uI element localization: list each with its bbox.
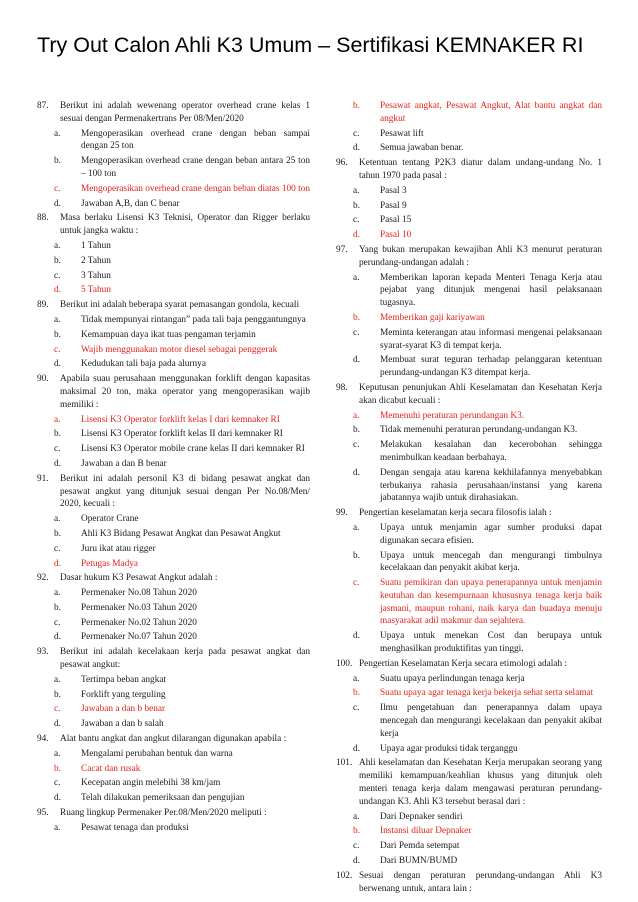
option-letter: a. [353, 410, 360, 421]
option-text: 2 Tahun [81, 255, 111, 266]
left-column [37, 98, 310, 835]
option-letter: d. [54, 719, 61, 730]
option-text: Pasal 9 [380, 200, 407, 211]
question-number: 91. [37, 473, 49, 484]
option-letter: d. [353, 355, 360, 366]
question-number: 95. [37, 808, 49, 819]
option-text: Instansi diluar Depnaker [380, 826, 472, 837]
question-block [37, 299, 310, 371]
option-text: Tidak mempunyai rintangan” pada tali baja penggantungnya [81, 314, 306, 325]
option-text: Mengoperasikan overhead crane dengan beban sampai dengan 25 ton [81, 128, 310, 152]
question-number: 94. [37, 734, 49, 745]
answer-option [37, 689, 310, 702]
question-stem [336, 507, 602, 520]
option-text: Mengoperasikan overhead crane dengan beban diatas 100 ton [81, 183, 310, 194]
option-text: Forklift yang terguling [81, 689, 166, 700]
option-text: Kedudukan tali baja pada alurnya [81, 359, 206, 370]
option-text: Pasal 3 [380, 185, 407, 196]
option-letter: a. [54, 822, 61, 833]
question-stem [336, 157, 602, 183]
option-text: Jawaban a dan b benar [81, 704, 166, 715]
question-number: 99. [336, 508, 348, 519]
answer-option [37, 602, 310, 615]
option-text: Mengalami perubahan bentuk dan warna [81, 748, 233, 759]
option-text: Jawaban a dan B benar [81, 458, 167, 469]
option-letter: a. [353, 272, 360, 283]
answer-option [37, 718, 310, 731]
option-text: Dengan sengaja atau karena kekhilafannya menyebabkan terbukanya rahasia perusahaan/instansi yang karena jabatannya wajib untuk dirahasiakan. [380, 467, 602, 504]
answer-option [37, 748, 310, 761]
option-letter: c. [54, 270, 61, 281]
option-text: Operator Crane [81, 514, 139, 525]
question-block [37, 733, 310, 805]
question-text: Berikut ini adalah kecelakaan kerja pada pesawat angkat dan pesawat angkut: [60, 647, 310, 671]
question-stem [336, 244, 602, 270]
option-text: Telah dilakukan pemeriksaan dan pengujian [81, 793, 245, 804]
question-block [37, 646, 310, 731]
option-text: Jawaban a dan b salah [81, 719, 164, 730]
question-number: 102. [336, 870, 353, 881]
answer-option [336, 128, 602, 141]
option-letter: d. [54, 198, 61, 209]
question-stem [37, 373, 310, 411]
question-number: 101. [336, 758, 353, 769]
question-block [336, 507, 602, 656]
question-text: Ruang lingkup Permenaker Per.08/Men/2020 meliputi : [60, 808, 267, 819]
option-text: Permenaker No.03 Tahun 2020 [81, 602, 197, 613]
answer-option-correct [37, 414, 310, 427]
option-letter: b. [353, 688, 360, 699]
option-letter: c. [353, 128, 360, 139]
option-letter: a. [54, 414, 61, 425]
question-stem [37, 646, 310, 672]
option-text: Semua jawaban benar. [380, 143, 464, 154]
option-letter: d. [353, 143, 360, 154]
option-text: Ilmu pengetahuan dan penerapannya dalam upaya mencegah dan mengurangi kecelakaan dan penyakit akibat kerja [380, 703, 602, 739]
option-text: Pesawat angkat, Pesawat Angkut, Alat bantu angkat dan angkut [380, 101, 602, 124]
option-letter: c. [54, 183, 61, 194]
question-stem [37, 299, 310, 312]
answer-option [37, 458, 310, 471]
answer-option [336, 550, 602, 576]
answer-option [37, 443, 310, 456]
question-stem [336, 382, 602, 408]
answer-option [336, 673, 602, 686]
answer-option [336, 702, 602, 740]
answer-option-correct [37, 558, 310, 571]
question-text: Masa berlaku Lisensi K3 Teknisi, Operator dan Rigger berlaku untuk jangka waktu : [60, 213, 310, 237]
option-text: Membuat surat teguran terhadap pelanggaran ketentuan perundang-undangan K3 ditempat kerja. [380, 355, 602, 379]
option-letter: b. [54, 255, 61, 266]
question-text: Berikut ini adalah personil K3 di bidang pesawat angkat dan pesawat angkut yang ditunjuk sesuai dengan Per No.08/Men/ 2020, kecuali : [60, 473, 310, 510]
question-stem [37, 733, 310, 746]
option-letter: d. [54, 359, 61, 370]
option-text: 5 Tahun [81, 285, 111, 296]
question-text: Ahli keselamatan dan Kesehatan Kerja merupakan seorang yang memiliki kemampuan/keahlian khusus yang ditunjuk oleh menteri tenaga kerja dalam mengawasi peraturan perundang-undangan K3. Ahli K3 tersebut berasal dari : [359, 758, 602, 807]
answer-option [37, 587, 310, 600]
option-text: Dari Pemda setempat [380, 841, 460, 852]
option-text: Cacat dan rusak [81, 763, 141, 774]
question-block [37, 373, 310, 471]
question-stem [336, 870, 602, 896]
option-text: Upaya untuk menekan Cost dan berupaya untuk menghasilkan produktifitas yan tinggi. [380, 631, 602, 655]
option-letter: b. [54, 602, 61, 613]
answer-option [336, 855, 602, 868]
answer-option [37, 270, 310, 283]
option-text: Lisensi K3 Operator forklift kelas I dari kemnaker RI [81, 414, 280, 425]
answer-option-correct [37, 344, 310, 357]
option-letter: a. [54, 674, 61, 685]
option-letter: d. [54, 558, 61, 569]
question-block [336, 100, 602, 155]
question-block [336, 658, 602, 756]
question-number: 100. [336, 658, 353, 669]
option-letter: d. [353, 230, 360, 241]
answer-option [336, 214, 602, 227]
answer-option [37, 777, 310, 790]
question-stem [37, 212, 310, 238]
option-letter: a. [54, 240, 61, 251]
question-text: Keputusan penunjukan Ahli Keselamatan dan Kesehatan Kerja akan dicabut kecuali : [359, 382, 602, 406]
option-letter: c. [353, 703, 360, 714]
question-block [37, 212, 310, 297]
answer-option-correct [37, 284, 310, 297]
option-text: Tidak memenuhi peraturan perundang-undangan K3. [380, 425, 578, 436]
question-text: Ketentuan tentang P2K3 diatur dalam undang-undang No. 1 tahun 1970 pada pasal : [359, 158, 602, 181]
answer-option-correct [336, 229, 602, 242]
option-text: Wajib menggunakan motor diesel sebagai penggerak [81, 344, 278, 355]
option-text: Upaya untuk menjamin agar sumber produksi dapat digunakan secara efisien. [380, 522, 602, 546]
option-text: Pasal 15 [380, 215, 412, 226]
question-block [336, 157, 602, 242]
option-letter: a. [54, 748, 61, 759]
option-letter: a. [54, 514, 61, 525]
answer-option [336, 327, 602, 353]
answer-option-correct [336, 687, 602, 700]
answer-option [37, 358, 310, 371]
question-block [336, 870, 602, 896]
option-text: Dari Depnaker sendiri [380, 811, 463, 822]
option-letter: b. [54, 689, 61, 700]
answer-option [37, 240, 310, 253]
question-number: 97. [336, 244, 348, 255]
option-text: Meminta keterangan atau informasi mengenai pelaksanaan syarat-syarat K3 di tempat kerja. [380, 327, 602, 351]
option-letter: d. [353, 631, 360, 642]
option-letter: a. [353, 673, 360, 684]
answer-option [336, 424, 602, 437]
answer-option-correct [336, 577, 602, 628]
answer-option [37, 792, 310, 805]
option-text: Ahli K3 Bidang Pesawat Angkat dan Pesawat Angkut [81, 528, 281, 539]
option-text: Tertimpa beban angkat [81, 674, 167, 685]
option-letter: b. [353, 826, 360, 837]
option-letter: a. [353, 185, 360, 196]
option-text: Suatu upaya perlindungan tenaga kerja [380, 673, 525, 684]
answer-option-correct [336, 410, 602, 423]
option-text: 3 Tahun [81, 270, 111, 281]
option-letter: d. [54, 458, 61, 469]
option-letter: d. [54, 632, 61, 643]
answer-option [37, 543, 310, 556]
option-text: Memberikan gaji kariyawan [380, 312, 485, 323]
answer-option [37, 428, 310, 441]
option-text: Memenuhi peraturan perundangan K3. [380, 410, 525, 421]
option-text: Lisensi K3 Operator forklift kelas II dari kemnaker RI [81, 429, 283, 440]
answer-option [37, 329, 310, 342]
answer-option [37, 128, 310, 154]
option-letter: c. [54, 704, 61, 715]
question-text: Apabila suau perusahaan menggunakan forklift dengan kapasitas maksimal 20 ton, maka operator yang mengoperasikan wajib memiliki : [60, 374, 310, 410]
option-text: Dari BUMN/BUMD [380, 856, 458, 867]
option-letter: a. [353, 522, 360, 533]
option-text: Jawaban A,B, dan C benar [81, 198, 180, 209]
answer-option [336, 439, 602, 465]
option-text: Permenaker No.08 Tahun 2020 [81, 588, 197, 599]
question-text: Alat bantu angkat dan angkut dilarangan digunakan apabila : [60, 734, 287, 745]
option-text: Pesawat lift [380, 128, 424, 139]
answer-option-correct [37, 183, 310, 196]
option-text: 1 Tahun [81, 240, 111, 251]
option-text: Suatu pemikiran dan upaya penerapannya untuk menjamin keutuhan dan kesempurnaan khususnya tenaga kerja baik jasmani, maupun rohani, naik karya dan buadaya menuju masyarakat adil makmur dan sejahtera. [380, 578, 602, 627]
option-letter: a. [54, 588, 61, 599]
answer-option [336, 743, 602, 756]
option-letter: d. [353, 467, 360, 478]
question-number: 90. [37, 374, 49, 385]
option-text: Petugas Madya [81, 558, 139, 569]
option-letter: a. [54, 314, 61, 325]
option-letter: c. [353, 215, 360, 226]
option-letter: c. [353, 841, 360, 852]
option-text: Mengoperasikan overhead crane dengan beban antara 25 ton – 100 ton [81, 156, 310, 179]
question-number: 98. [336, 382, 348, 393]
option-text: Upaya agar produksi tidak terganggu [380, 743, 518, 754]
option-letter: d. [353, 856, 360, 867]
answer-option [37, 314, 310, 327]
question-text: Pengertian Keselamatan Kerja secara etimologi adalah : [359, 658, 568, 669]
answer-option [37, 617, 310, 630]
question-text: Berikut ini adalah wewenang operator overhead crane kelas 1 sesuai dengan Permenakertrans Per 08/Men/2020 [60, 101, 310, 124]
option-letter: c. [54, 344, 61, 355]
answer-option [37, 155, 310, 181]
question-block [336, 244, 602, 380]
question-text: Yang bukan merupakan kewajiban Ahli K3 menurut peraturan perundang-undangan adalah : [359, 244, 602, 268]
question-text: Pengertian keselamatan kerja secara filosofis ialah : [359, 508, 552, 519]
question-number: 92. [37, 573, 49, 584]
answer-option-correct [336, 100, 602, 126]
question-stem [37, 473, 310, 511]
option-letter: b. [54, 156, 61, 167]
option-letter: b. [353, 425, 360, 436]
answer-option [336, 142, 602, 155]
answer-option [336, 185, 602, 198]
question-stem [37, 572, 310, 585]
option-letter: a. [54, 128, 61, 139]
question-block [336, 382, 602, 505]
answer-option [37, 255, 310, 268]
option-text: Lisensi K3 Operator mobile crane kelas II dari kemnaker RI [81, 444, 305, 455]
option-letter: b. [353, 101, 360, 111]
answer-option [37, 822, 310, 835]
option-text: Pasal 10 [380, 230, 412, 241]
option-letter: c. [353, 327, 360, 338]
question-number: 88. [37, 213, 49, 224]
answer-option [37, 631, 310, 644]
question-number: 93. [37, 647, 49, 658]
question-number: 87. [37, 101, 49, 111]
answer-option [336, 272, 602, 310]
option-letter: d. [54, 285, 61, 296]
answer-option [336, 354, 602, 380]
question-block [37, 572, 310, 644]
question-text: Dasar hukum K3 Pesawat Angkut adalah : [60, 573, 218, 584]
option-letter: b. [54, 429, 61, 440]
question-stem [37, 807, 310, 820]
answer-option [37, 198, 310, 211]
answer-option [336, 200, 602, 213]
option-text: Upaya untuk mencegah dan mengurangi timbulnya kecelakaan dan penyakit akibat kerja. [380, 550, 602, 574]
question-stem [336, 658, 602, 671]
option-text: Pesawat tenaga dan produksi [81, 822, 189, 833]
option-letter: c. [54, 617, 61, 628]
question-block [37, 100, 310, 210]
question-number: 89. [37, 300, 49, 311]
question-number: 96. [336, 158, 348, 169]
option-letter: b. [353, 200, 360, 211]
option-letter: a. [353, 811, 360, 822]
question-block [37, 473, 310, 571]
question-text: Sesuai dengan peraturan perundang-undangan Ahli K3 berwenang untuk, antara lain : [359, 870, 602, 894]
answer-option [336, 630, 602, 656]
option-text: Permenaker No.07 Tahun 2020 [81, 632, 197, 643]
option-text: Juru ikat atau rigger [81, 543, 156, 554]
option-letter: c. [54, 444, 61, 455]
question-block [37, 807, 310, 835]
option-text: Permenaker No.02 Tahun 2020 [81, 617, 197, 628]
option-text: Suatu upaya agar tenaga kerja bekerja sehat serta selamat [380, 688, 594, 699]
option-letter: c. [353, 578, 360, 589]
option-text: Kecepatan angin melebihi 38 km/jam [81, 778, 221, 789]
answer-option [37, 674, 310, 687]
option-letter: b. [353, 312, 360, 323]
option-letter: b. [54, 528, 61, 539]
question-stem [37, 100, 310, 126]
option-letter: c. [54, 543, 61, 554]
answer-option [336, 840, 602, 853]
page-title: Try Out Calon Ahli K3 Umum – Sertifikasi KEMNAKER RI [37, 33, 584, 57]
question-text: Berikut ini adalah beberapa syarat pemasangan gondola, kecuali [60, 300, 300, 311]
answer-option [37, 513, 310, 526]
question-block [336, 757, 602, 867]
answer-option [336, 522, 602, 548]
answer-option-correct [336, 312, 602, 325]
option-letter: b. [54, 329, 61, 340]
option-letter: d. [54, 793, 61, 804]
answer-option-correct [37, 763, 310, 776]
question-stem [336, 757, 602, 808]
option-text: Kemampuan daya ikat tuas pengaman terjamin [81, 329, 256, 340]
answer-option-correct [336, 825, 602, 838]
answer-option [37, 528, 310, 541]
right-column [336, 98, 602, 895]
answer-option [336, 467, 602, 505]
option-letter: b. [353, 550, 360, 561]
answer-option [336, 811, 602, 824]
option-letter: c. [54, 778, 61, 789]
option-letter: d. [353, 743, 360, 754]
option-letter: b. [54, 763, 61, 774]
option-text: Melakukan kesalahan dan kecerobohan sehingga menimbulkan keadaan berbahaya. [380, 440, 602, 463]
option-text: Memberikan laporan kepada Menteri Tenaga Kerja atau pejabat yang ditunjuk mengenai hasil pelaksanaan tugasnya. [380, 272, 602, 309]
answer-option-correct [37, 703, 310, 716]
option-letter: c. [353, 440, 360, 451]
